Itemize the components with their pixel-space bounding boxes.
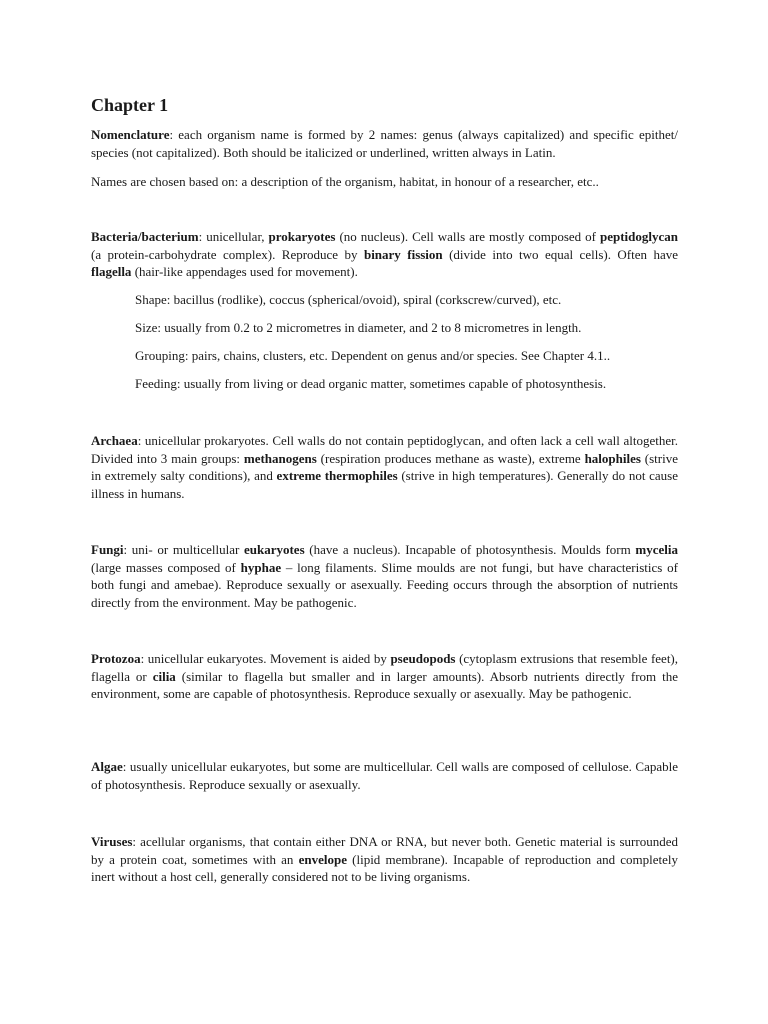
paragraph-archaea: Archaea: unicellular prokaryotes. Cell walls do not contain peptidoglycan, and often lack a cell wall altogether. Divided into 3 main groups: methanogens (respiration produces methane as waste), extreme halophiles (strive in extremely salty conditions), and extreme thermophiles (strive in high temperatures). Generally do not cause illness in humans. xyxy=(91,433,678,501)
bacteria-size: Size: usually from 0.2 to 2 micrometres in diameter, and 2 to 8 micrometres in length. xyxy=(135,320,582,335)
term-algae: Algae xyxy=(91,759,123,774)
term-bacteria: Bacteria/bacterium xyxy=(91,229,199,244)
term-archaea: Archaea xyxy=(91,433,138,448)
bacteria-grouping: Grouping: pairs, chains, clusters, etc. Dependent on genus and/or species. See Chapter 4.1.. xyxy=(135,348,611,363)
paragraph-nomenclature: Nomenclature: each organism name is formed by 2 names: genus (always capitalized) and specific epithet/ species (not capitalized). Both should be italicized or underlined, written always in Latin. xyxy=(91,127,678,160)
bacteria-feeding: Feeding: usually from living or dead organic matter, sometimes capable of photosynthesis. xyxy=(135,376,607,391)
term-fungi: Fungi xyxy=(91,542,124,557)
term-protozoa: Protozoa xyxy=(91,651,141,666)
term-viruses: Viruses xyxy=(91,834,133,849)
paragraph-algae: Algae: usually unicellular eukaryotes, but some are multicellular. Cell walls are composed of cellulose. Capable of photosynthesis. Reproduce sexually or asexually. xyxy=(91,759,678,792)
chapter-title: Chapter 1 xyxy=(91,95,169,115)
paragraph-viruses: Viruses: acellular organisms, that contain either DNA or RNA, but never both. Genetic material is surrounded by a protein coat, sometimes with an envelope (lipid membrane). Incapable of reproduction and completely inert without a host cell, generally considered not to be living organisms. xyxy=(91,834,678,885)
bacteria-shape: Shape: bacillus (rodlike), coccus (spherical/ovoid), spiral (corkscrew/curved), etc. xyxy=(135,292,562,307)
term-nomenclature: Nomenclature xyxy=(91,127,170,142)
paragraph-fungi: Fungi: uni- or multicellular eukaryotes (have a nucleus). Incapable of photosynthesis. Moulds form mycelia (large masses composed of hyphae – long filaments. Slime moulds are not fungi, but have characteristics of both fungi and amebae). Reproduce sexually or asexually. Feeding occurs through the absorption of nutrients directly from the environment. May be pathogenic. xyxy=(91,542,678,610)
paragraph-protozoa: Protozoa: unicellular eukaryotes. Movement is aided by pseudopods (cytoplasm extrusions that resemble feet), flagella or cilia (similar to flagella but smaller and in larger amounts). Absorb nutrients directly from the environment, some are capable of photosynthesis. Reproduce sexually or asexually. May be pathogenic. xyxy=(91,651,679,702)
paragraph-bacteria: Bacteria/bacterium: unicellular, prokaryotes (no nucleus). Cell walls are mostly composed of peptidoglycan (a protein-carbohydrate complex). Reproduce by binary fission (divide into two equal cells). Often have flagella (hair-like appendages used for movement). xyxy=(91,229,678,280)
paragraph-names-note: Names are chosen based on: a description of the organism, habitat, in honour of a researcher, etc.. xyxy=(91,174,599,189)
